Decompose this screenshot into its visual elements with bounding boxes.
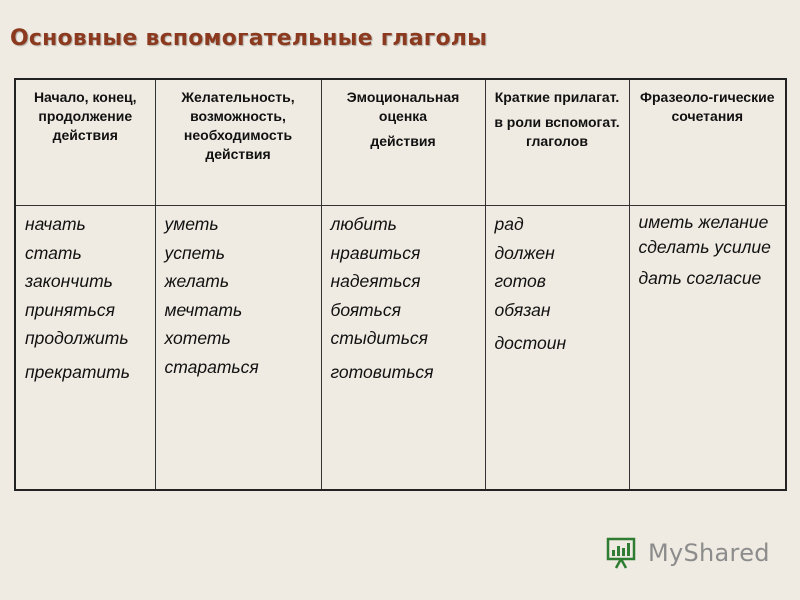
list-item: дать согласие [638, 268, 762, 288]
table-cell [629, 206, 786, 491]
list-item: надеяться [330, 271, 421, 291]
list-item: приняться [25, 299, 115, 320]
presentation-board-icon [606, 536, 642, 570]
list-item: должен [494, 242, 555, 263]
list-item: начать [25, 214, 86, 234]
list-item: уметь [164, 214, 219, 234]
table-row [15, 206, 786, 491]
myshared-logo [606, 536, 770, 570]
column-header [321, 79, 485, 206]
list-item: желать [164, 271, 230, 291]
table-cell [485, 206, 629, 491]
logo-text: MyShared [648, 539, 770, 567]
list-item: стать [25, 242, 82, 263]
list-item: обязан [494, 299, 551, 320]
list-item: прекратить [25, 361, 130, 382]
list-item: бояться [330, 299, 401, 320]
list-item: успеть [164, 242, 225, 263]
list-item: нравиться [330, 242, 421, 263]
column-header-label: Краткие прилагат. [494, 89, 620, 105]
list-item: сделать усилие [638, 237, 771, 257]
list-item: достоин [494, 333, 567, 353]
column-header-label: Фразеоло-гические сочетания [640, 89, 775, 124]
column-header-label: Желательность, возможность, необходимость действия [181, 89, 295, 162]
column-header [15, 79, 155, 206]
column-header [155, 79, 321, 206]
list-item: иметь желание [638, 212, 769, 232]
list-item: рад [494, 214, 524, 234]
table-header-row [15, 79, 786, 206]
list-item: готов [494, 271, 546, 291]
column-header [485, 79, 629, 206]
list-item: любить [330, 214, 397, 234]
list-item: хотеть [164, 328, 231, 348]
column-header-label: Начало, конец, продолжение действия [33, 89, 137, 143]
list-item: закончить [25, 271, 113, 291]
table-cell [15, 206, 155, 491]
column-header-sublabel: действия [370, 133, 436, 149]
page-title: Основные вспомогательные глаголы [10, 26, 488, 51]
list-item: стыдиться [330, 328, 428, 348]
list-item: продолжить [25, 328, 129, 348]
column-header-sublabel: в роли вспомогат. глаголов [494, 114, 620, 149]
table-cell [321, 206, 485, 491]
list-item: стараться [164, 356, 259, 377]
column-header [629, 79, 786, 206]
column-header-label: Эмоциональная оценка [346, 89, 460, 124]
table-cell [155, 206, 321, 491]
list-item: мечтать [164, 299, 243, 320]
list-item: готовиться [330, 361, 434, 382]
auxiliary-verbs-table [14, 78, 787, 491]
